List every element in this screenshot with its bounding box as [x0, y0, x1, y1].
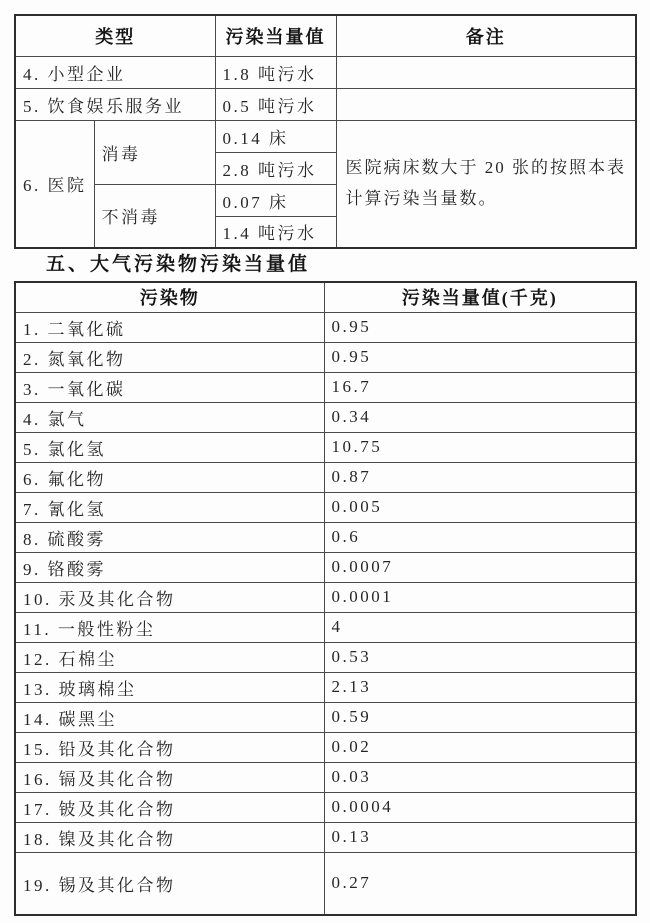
table-header-row: [15, 282, 636, 312]
table-row: [15, 552, 636, 582]
section-title: 五、大气污染物污染当量值: [46, 254, 311, 275]
pollutant-cell: 11. 一般性粉尘: [15, 612, 324, 642]
type-cell: 5. 饮食娱乐服务业: [15, 88, 215, 120]
pollutant-cell: 10. 汞及其化合物: [15, 582, 324, 612]
table-row: [15, 582, 636, 612]
pollutant-cell: 9. 铬酸雾: [15, 552, 324, 582]
pollutant-cell: 1. 二氧化硫: [15, 312, 324, 342]
table-row: [15, 312, 636, 342]
value-cell: 0.6: [324, 522, 636, 552]
col-header-pollutant: 污染物: [15, 282, 324, 312]
air-pollutant-equivalent-table: [14, 281, 637, 916]
value-cell: 0.03: [324, 762, 636, 792]
value-cell: 16.7: [324, 372, 636, 402]
table-row: [15, 120, 636, 152]
value-cell: 1.8 吨污水: [215, 56, 336, 88]
table-row: [15, 88, 636, 120]
table-row: [15, 56, 636, 88]
table-row: [15, 762, 636, 792]
pollutant-cell: 6. 氟化物: [15, 462, 324, 492]
pollutant-cell: 13. 玻璃棉尘: [15, 672, 324, 702]
value-cell: 4: [324, 612, 636, 642]
table-row: [15, 612, 636, 642]
value-cell: 0.34: [324, 402, 636, 432]
pollutant-cell: 5. 氯化氢: [15, 432, 324, 462]
table-row: [15, 822, 636, 852]
table-header-row: [15, 15, 636, 56]
pollutant-cell: 12. 石棉尘: [15, 642, 324, 672]
col-header-remark: 备注: [336, 15, 636, 56]
pollutant-cell: 14. 碳黑尘: [15, 702, 324, 732]
remark-cell: [336, 56, 636, 88]
pollutant-cell: 18. 镍及其化合物: [15, 822, 324, 852]
value-cell: 10.75: [324, 432, 636, 462]
col-header-equivalent-value: 污染当量值: [215, 15, 336, 56]
table-row: [15, 432, 636, 462]
value-cell: 0.02: [324, 732, 636, 762]
pollutant-cell: 4. 氯气: [15, 402, 324, 432]
value-cell: 0.14 床: [215, 120, 336, 152]
value-cell: 0.27: [324, 852, 636, 915]
table-row: [15, 492, 636, 522]
remark-cell: [336, 88, 636, 120]
value-cell: 0.07 床: [215, 184, 336, 216]
non-disinfected-label-cell: 不消毒: [94, 184, 215, 248]
table-row: [15, 642, 636, 672]
col-header-type: 类型: [15, 15, 215, 56]
pollutant-cell: 7. 氰化氢: [15, 492, 324, 522]
hospital-label-cell: 6. 医院: [15, 120, 94, 248]
table-row: [15, 402, 636, 432]
value-cell: 0.95: [324, 312, 636, 342]
table-row: [15, 732, 636, 762]
pollutant-cell: 8. 硫酸雾: [15, 522, 324, 552]
pollutant-cell: 15. 铅及其化合物: [15, 732, 324, 762]
table-row: [15, 522, 636, 552]
table-row: [15, 462, 636, 492]
table-row: [15, 372, 636, 402]
col-header-equivalent-kg: 污染当量值(千克): [324, 282, 636, 312]
value-cell: 0.0004: [324, 792, 636, 822]
pollutant-cell: 19. 锡及其化合物: [15, 852, 324, 915]
table-row: [15, 342, 636, 372]
value-cell: 0.0001: [324, 582, 636, 612]
value-cell: 0.13: [324, 822, 636, 852]
table-row: [15, 702, 636, 732]
table-row: [15, 672, 636, 702]
pollutant-cell: 17. 铍及其化合物: [15, 792, 324, 822]
value-cell: 2.8 吨污水: [215, 152, 336, 184]
table-row: [15, 852, 636, 915]
wastewater-equivalent-table: [14, 14, 637, 249]
hospital-remark-cell: 医院病床数大于 20 张的按照本表计算污染当量数。: [336, 120, 636, 248]
pollutant-cell: 3. 一氧化碳: [15, 372, 324, 402]
value-cell: 0.95: [324, 342, 636, 372]
disinfected-label-cell: 消毒: [94, 120, 215, 184]
value-cell: 0.5 吨污水: [215, 88, 336, 120]
value-cell: 1.4 吨污水: [215, 216, 336, 248]
value-cell: 0.005: [324, 492, 636, 522]
type-cell: 4. 小型企业: [15, 56, 215, 88]
value-cell: 2.13: [324, 672, 636, 702]
value-cell: 0.53: [324, 642, 636, 672]
pollutant-cell: 2. 氮氧化物: [15, 342, 324, 372]
pollutant-cell: 16. 镉及其化合物: [15, 762, 324, 792]
value-cell: 0.0007: [324, 552, 636, 582]
value-cell: 0.59: [324, 702, 636, 732]
table-row: [15, 792, 636, 822]
value-cell: 0.87: [324, 462, 636, 492]
